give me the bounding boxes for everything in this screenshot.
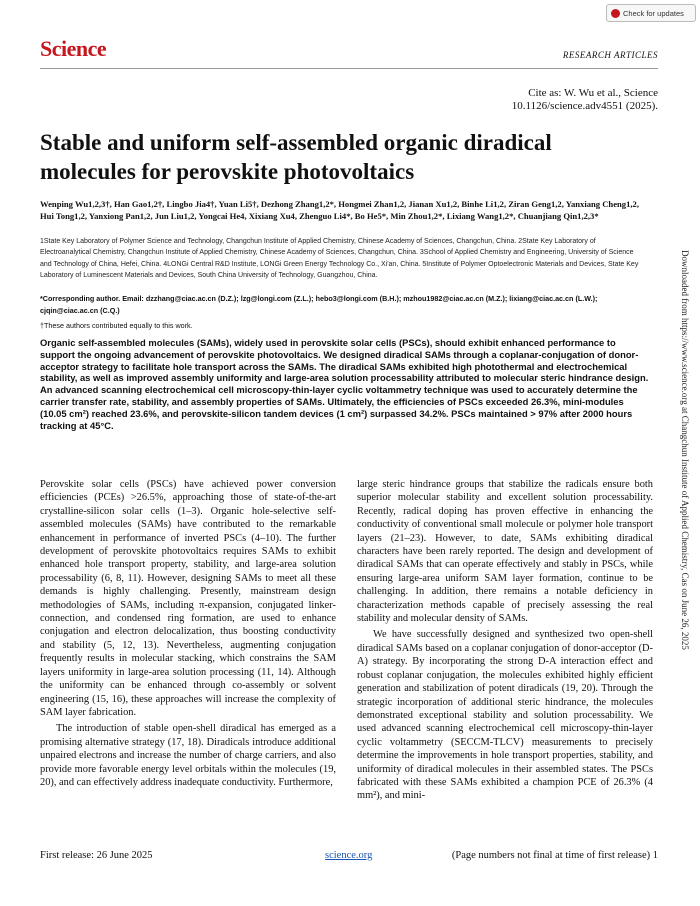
paragraph: We have successfully designed and synthesized two open-shell diradical SAMs based on a coplanar conjugation of donor-acceptor (D-A) strategy. By incorporating the strong D-A interaction effect and robust coplanar conjugation, the molecules exhibited highly efficient generation and stabilization of potent diradicals (19, 20). Through the strategic incorporation of additional steric hindrance, the molecules demonstrated exceptional stability and solution processability. We used advanced scanning electrochemical cell microscopy-thin-layer cyclic voltammetry (SECCM-TLCV) measurements to precisely determine the improvements in hole transport properties, stability, and uniformity of diradical molecules in their assembled states. The PSCs fabricated with these SAMs exhibited a champion PCE of 26.3% (4 mm²), and mini- bbox=[357, 629, 653, 802]
article-title: Stable and uniform self-assembled organic diradical molecules for perovskite photovoltaics bbox=[40, 130, 552, 184]
header-divider bbox=[40, 68, 658, 69]
abstract: Organic self-assembled molecules (SAMs), widely used in perovskite solar cells (PSCs), should exhibit enhanced performance to support the ongoing advancement of perovskite photovoltaics. We designed diradical SAMs through a coplanar-conjugation of donor-acceptor strategy to facilitate hole transport across the SAMs. The diradical SAMs exhibited high photothermal and electrochemical stability, as well as improved assembly uniformity and large-area solution processability attributed to molecular steric hindrance design. An advanced scanning electrochemical cell microscopy-thin-layer cyclic voltammetry technique was used to accurately determine the carrier transfer rate, stability, and assembly properties of SAMs. Ultimately, the efficiencies of PSCs exceeded 26.3%, mini-modules (10.05 cm²) reached 23.6%, and perovskite-silicon tandem devices (1 cm²) surpassed 34.2%. PSCs maintained > 97% after 2000 hours tracking at 45°C. bbox=[40, 337, 649, 431]
journal-logo: Science bbox=[40, 36, 107, 61]
body-column-left bbox=[40, 478, 336, 789]
body-column-right bbox=[357, 478, 653, 803]
paragraph: The introduction of stable open-shell diradical has emerged as a promising alternative strategy (17, 18). Diradicals introduce additional unpaired electrons and increase the number of charge carriers, and also provide more favorable energy level orbitals within the molecules (19, 20), and can effectively address inadequate conductivity. Furthermore, bbox=[40, 723, 336, 788]
check-for-updates-badge[interactable] bbox=[606, 4, 696, 22]
site-link[interactable]: science.org bbox=[325, 850, 373, 861]
affiliations: 1State Key Laboratory of Polymer Science and Technology, Changchun Institute of Applied Chemistry, Chinese Academy of Sciences, Changchun, China. 2State Key Laboratory of Electroanalytical Chemistry, Changchun Institute of Applied Chemistry, Chinese Academy of Sciences, Changchun, China. 3School of Applied Chemistry and Engineering, University of Science and Technology of China, Hefei, China. 4LONGi Central R&D Institute, LONGi Green Energy Technology Co., Xi'an, China. 5Institute of Polymer Optoelectronic Materials and Devices, State Key Laboratory of Luminescent Materials and Devices, South China University of Technology, Guangzhou, China. bbox=[40, 238, 639, 279]
paragraph: large steric hindrance groups that stabilize the radicals ensure both superior molecular stability and excellent solution processability. Recently, radical doping has proven effective in enhancing the conductivity of conventional small molecule or polymer hole transport layers (21–23). However, to date, SAMs exhibiting diradical characters have been rarely reported. The design and development of diradical SAMs that can operate effectively and stably in PSCs, while ensuring large-area uniform SAM layer formation, continue to be challenging. In addition, there remains a notable deficiency in characterization methods capable of precisely assessing the real stability and molecular density of SAMs. bbox=[357, 479, 653, 625]
cite-as: Cite as: W. Wu et al., Science bbox=[528, 87, 658, 99]
paragraph: Perovskite solar cells (PSCs) have achieved power conversion efficiencies (PCEs) >26.5%, approaching those of state-of-the-art crystalline-silicon solar cells (1–3). Organic hole-selective self-assembled molecules (SAMs) have contributed to the remarkable enhancement in performance of inverted PSCs (4–10). The further development of perovskite photovoltaics requires SAMs to exhibit enhanced hole transport property, stability, and large-area solution processability (6, 8, 11). However, designing SAMs to meet all these demands is highly challenging. Presently, mainstream design methodologies of SAMs, including π-expansion, conjugated linker-connection, and condensed ring formation, are used to enhance conjugation and electron delocalization, thus boosting conductivity and stability (5, 12, 13). Nevertheless, augmenting conjugation frequently results in molecular stacking, which constrains the SAM layers uniformity in large-area solution processing (11, 14). Although the uniformity can be enhanced through co-assembly or solvent engineering (15, 16), these approaches will increase the complexity of SAM layer fabrication. bbox=[40, 479, 336, 718]
corresponding-author: *Corresponding author. Email: dzzhang@ciac.ac.cn (D.Z.); lzg@longi.com (Z.L.); hebo3@longi.com (B.H.); mzhou1982@ciac.ac.cn (M.Z.); lixiang@ciac.ac.cn (L.W.); cjqin@ciac.ac.cn (C.Q.) bbox=[40, 294, 598, 315]
section-label: RESEARCH ARTICLES bbox=[562, 50, 658, 60]
update-icon bbox=[611, 9, 620, 18]
download-watermark-text: Downloaded from https://www.science.org at Changchun Institute of Applied Chemistry, Cas on June 26, 2025 bbox=[680, 250, 690, 650]
doi[interactable]: 10.1126/science.adv4551 (2025). bbox=[511, 100, 658, 112]
equal-contribution-note: †These authors contributed equally to this work. bbox=[40, 321, 193, 330]
download-watermark bbox=[680, 250, 691, 710]
first-release-date: First release: 26 June 2025 bbox=[40, 850, 153, 861]
author-list: Wenping Wu1,2,3†, Han Gao1,2†, Lingbo Jia4†, Yuan Li5†, Dezhong Zhang1,2*, Hongmei Zhan1,2, Jianan Xu1,2, Binhe Li1,2, Ziran Geng1,2, Yanxiang Cheng1,2, Hui Tong1,2, Yanxiong Pan1,2, Jun Liu1,2, Yongcai He4, Xixiang Xu4, Zhenguo Li4*, Bo He5*, Min Zhou1,2*, Lixiang Wang1,2*, Chuanjiang Qin1,2,3* bbox=[40, 199, 639, 221]
badge-label: Check for updates bbox=[623, 8, 684, 18]
page-number-note: (Page numbers not final at time of first release) 1 bbox=[451, 850, 658, 861]
